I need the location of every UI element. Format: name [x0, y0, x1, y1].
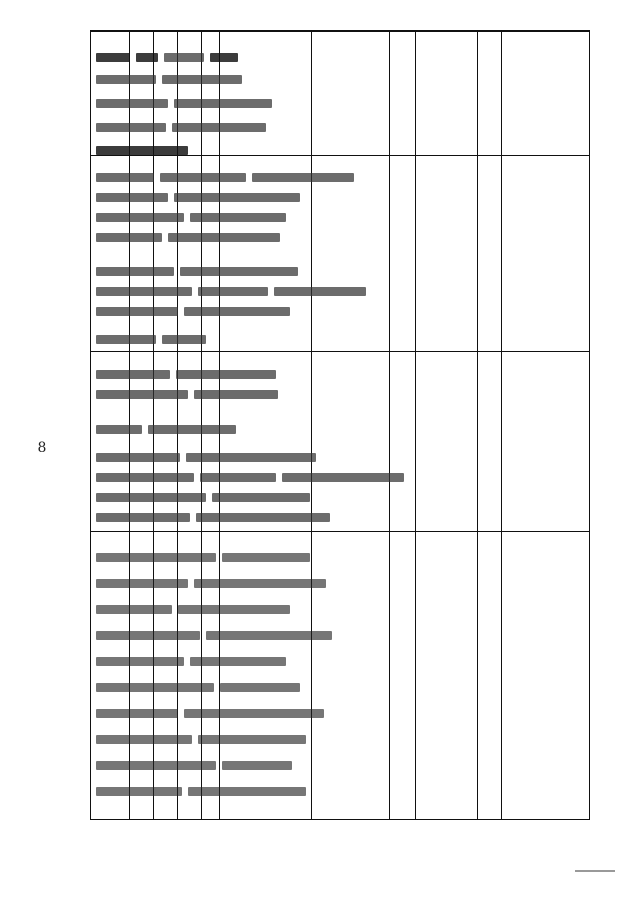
row-1-line: [91, 73, 589, 85]
row-4-line-4: [91, 231, 589, 243]
row-3-line: [91, 121, 589, 133]
row-5-line-2: [91, 285, 589, 297]
page-number: 8: [37, 440, 47, 456]
column-block-divider: [91, 531, 589, 532]
row-19-line: [91, 785, 589, 797]
row-12-line: [91, 603, 589, 615]
row-5-line-3: [91, 305, 589, 317]
row-7-line-1: [91, 368, 589, 380]
row-14-line: [91, 655, 589, 667]
row-10-line: [91, 551, 589, 563]
row-8-line: [91, 423, 589, 435]
scan-artifact: [575, 870, 615, 872]
header-text: [91, 51, 589, 63]
row-9-line-4: [91, 511, 589, 523]
row-11-line: [91, 577, 589, 589]
row-5-line-1: [91, 265, 589, 277]
row-9-line-2: [91, 471, 589, 483]
drug-table: [90, 30, 590, 820]
row-18-line: [91, 759, 589, 771]
row-17-line: [91, 733, 589, 745]
row-2-line: [91, 97, 589, 109]
table-top-border: [91, 31, 589, 32]
row-6-line: [91, 333, 589, 345]
row-13-line: [91, 629, 589, 641]
row-7-line-2: [91, 388, 589, 400]
row-4-line-3: [91, 211, 589, 223]
column-block-divider: [91, 351, 589, 352]
row-9-line-1: [91, 451, 589, 463]
row-9-line-3: [91, 491, 589, 503]
section-heading: [91, 144, 589, 156]
row-16-line: [91, 707, 589, 719]
row-15-line: [91, 681, 589, 693]
row-4-line-1: [91, 171, 589, 183]
row-4-line-2: [91, 191, 589, 203]
